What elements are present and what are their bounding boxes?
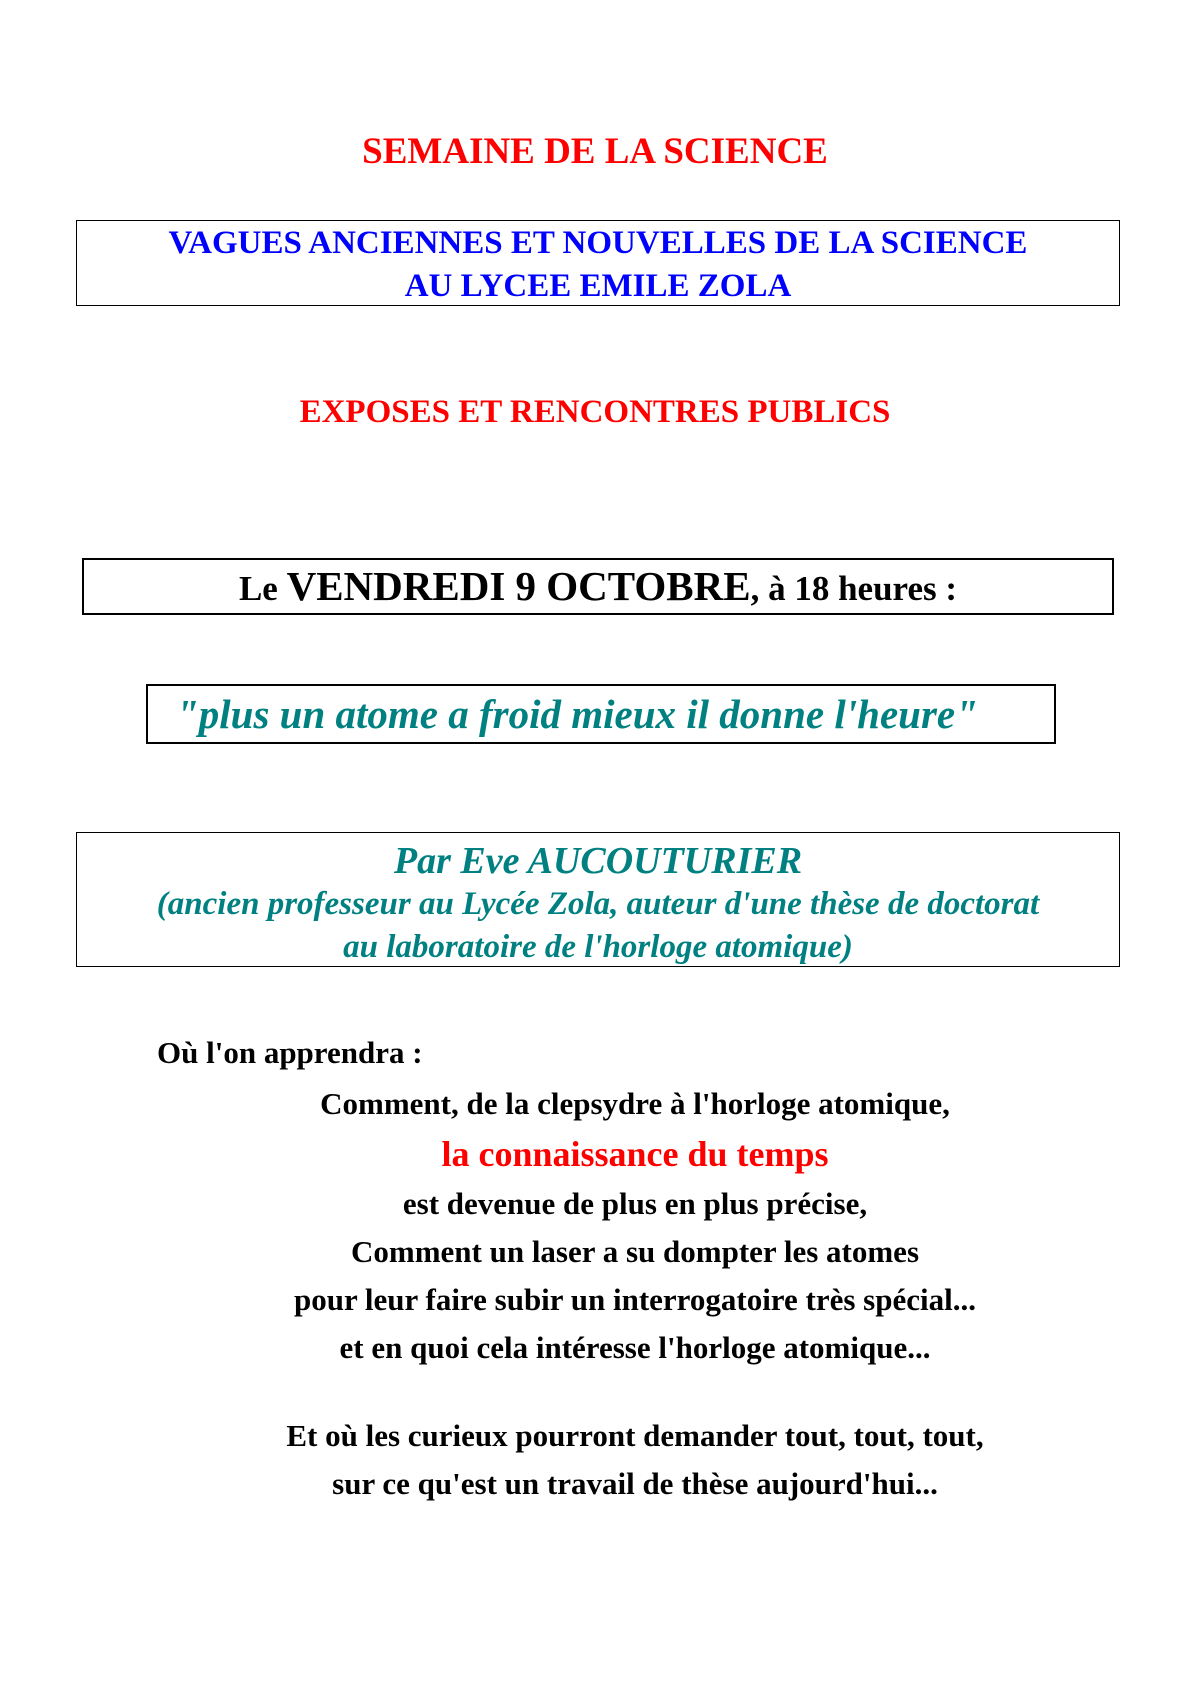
date-suffix: , à 18 heures : [750, 569, 958, 608]
body-line-5: et en quoi cela intéresse l'horloge atomique... [339, 1330, 931, 1365]
subtitle: EXPOSES ET RENCONTRES PUBLICS [299, 394, 891, 430]
body-outro-line-1: Et où les curieux pourront demander tout, tout, tout, [286, 1418, 984, 1453]
body-line-1: Comment, de la clepsydre à l'horloge atomique, [320, 1086, 950, 1121]
speaker-name: Par Eve AUCOUTURIER [393, 840, 803, 882]
body-emphasis: la connaissance du temps [441, 1134, 829, 1174]
body-lines [0, 1080, 1190, 1372]
series-line-1: VAGUES ANCIENNES ET NOUVELLES DE LA SCIENCE [168, 225, 1028, 261]
talk-title-box [146, 684, 1056, 744]
body-line-2: est devenue de plus en plus précise, [402, 1186, 868, 1221]
date-prefix: Le [238, 569, 287, 608]
speaker-box [76, 832, 1120, 967]
speaker-bio-line-1: (ancien professeur au Lycée Zola, auteur d'une thèse de doctorat [156, 886, 1040, 922]
date-box [82, 558, 1114, 615]
body-outro-line-2: sur ce qu'est un travail de thèse aujourd'hui... [332, 1466, 938, 1501]
speaker-bio-line-2: au laboratoire de l'horloge atomique) [343, 929, 853, 965]
talk-title: "plus un atome a froid mieux il donne l'heure" [176, 691, 978, 737]
body-outro [0, 1412, 1190, 1508]
body-line-4: pour leur faire subir un interrogatoire très spécial... [294, 1282, 976, 1317]
page-title: SEMAINE DE LA SCIENCE [362, 131, 828, 172]
series-line-2: AU LYCEE EMILE ZOLA [404, 268, 792, 304]
body-line-3: Comment un laser a su dompter les atomes [350, 1234, 920, 1269]
body-intro: Où l'on apprendra : [157, 1035, 423, 1070]
date-highlight: VENDREDI 9 OCTOBRE [286, 563, 751, 609]
series-box [76, 220, 1120, 306]
